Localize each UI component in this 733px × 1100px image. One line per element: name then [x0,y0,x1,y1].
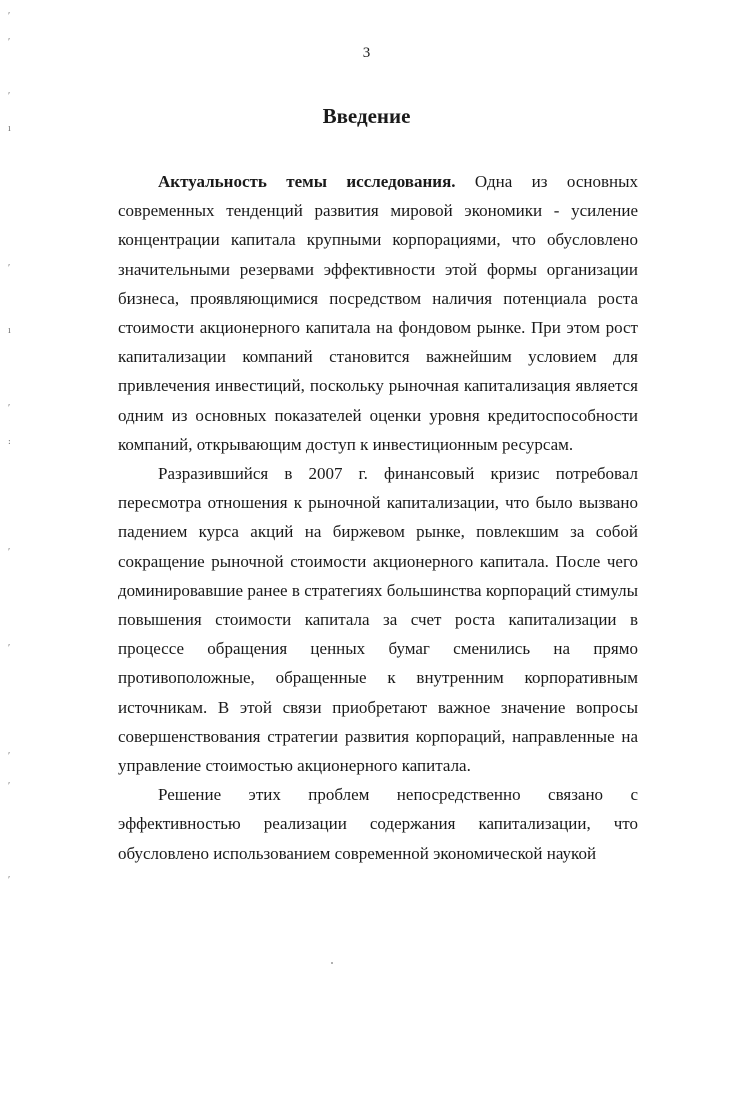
scan-mark: ʹ [8,37,11,48]
paragraph [118,167,638,459]
scan-mark: ʹ [8,263,11,274]
scan-mark: ı [8,325,11,336]
body-text [118,167,638,868]
paragraph-lead: Актуальность темы исследования. [158,172,456,191]
page-number: 3 [362,45,371,61]
scan-mark: ʹ [8,403,11,414]
scan-mark: ʹ [8,91,11,102]
paragraph: Решение этих проблем непосредственно связано с эффективностью реализации содержания капитализации, что обусловлено использованием современной экономической наукой [118,785,638,863]
scan-mark: ʹ [8,751,11,762]
scan-mark: ʹ [8,11,11,22]
paragraph-text: Одна из основных современных тенденций развития мировой экономики - усиление концентрации капитала крупными корпорациями, что обусловлено значительными резервами эффективности этой формы организации бизнеса, проявляющимися посредством наличия потенциала роста стоимости акционерного капитала на фондовом рынке. При этом рост капитализации компаний становится важнейшим условием для привлечения инвестиций, поскольку рыночная капитализация является одним из основных показателей оценки уровня кредитоспособности компаний, открывающим доступ к инвестиционным ресурсам. [118,172,639,454]
scan-mark: ꞉ [8,437,11,448]
paragraph: Разразившийся в 2007 г. финансовый кризис потребовал пересмотра отношения к рыночной капитализации, что было вызвано падением курса акций на биржевом рынке, повлекшим за собой сокращение рыночной стоимости акционерного капитала. После чего доминировавшие ранее в стратегиях большинства корпораций стимулы повышения стоимости капитала за счет роста капитализации в процессе обращения ценных бумаг сменились на прямо противоположные, обращенные к внутренним корпоративным источникам. В этой связи приобретают важное значение вопросы совершенствования стратегии развития корпораций, направленные на управление стоимостью акционерного капитала. [118,464,638,776]
page-title: Введение [322,104,411,128]
scan-mark: ʹ [8,875,11,886]
scan-mark: ʹ [8,547,11,558]
scan-mark: ʹ [8,643,11,654]
scan-dot [331,962,333,964]
scan-mark: ʹ [8,781,11,792]
scan-mark: ı [8,123,11,134]
